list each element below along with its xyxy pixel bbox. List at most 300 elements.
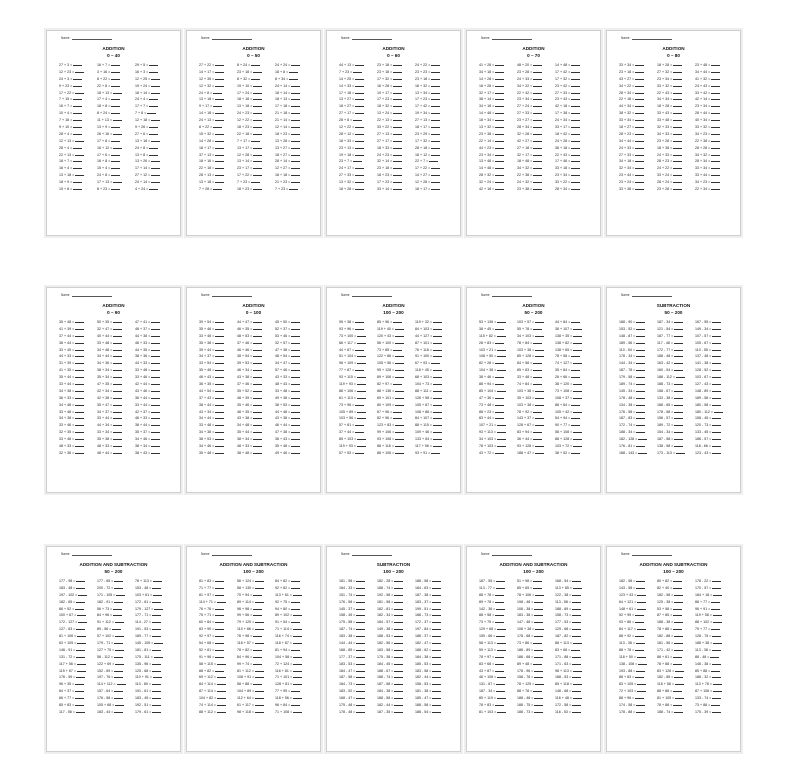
answer-blank <box>152 612 161 616</box>
answer-blank <box>113 347 122 351</box>
problem <box>339 415 375 422</box>
answer-blank <box>253 110 262 114</box>
problem-text: 22 + 14 = <box>479 138 495 143</box>
problem <box>479 443 515 450</box>
problem-text: 34 + 18 = <box>619 159 635 164</box>
problem <box>555 578 591 585</box>
answer-blank <box>215 409 224 413</box>
problem <box>517 702 553 709</box>
problem-text: 89 + 102 = <box>275 613 293 618</box>
answer-blank <box>535 450 544 454</box>
name-field <box>61 293 112 297</box>
answer-blank <box>253 422 262 426</box>
problem-text: 74 + 84 = <box>517 382 533 387</box>
problem-text: 37 + 46 = <box>237 340 253 345</box>
answer-blank <box>535 422 544 426</box>
problem-text: 43 + 38 = <box>275 416 291 421</box>
problem <box>619 695 655 702</box>
answer-blank <box>355 110 364 114</box>
answer-blank <box>432 592 441 596</box>
problem <box>275 688 311 695</box>
answer-blank <box>431 450 440 454</box>
problem-text: 153 - 52 = <box>619 326 636 331</box>
problem <box>415 415 451 422</box>
problem-text: 144 - 44 = <box>339 641 356 646</box>
problem-text: 32 + 24 = <box>479 180 495 185</box>
problem-text: 18 + 17 = <box>415 187 431 192</box>
answer-blank <box>637 688 646 692</box>
answer-blank <box>433 436 442 440</box>
answer-blank <box>73 62 82 66</box>
answer-blank <box>635 172 644 176</box>
problem-text: 88 + 102 = <box>695 620 713 625</box>
answer-blank <box>115 633 124 637</box>
problem-text: 171 - 42 = <box>657 647 674 652</box>
problem <box>135 152 171 159</box>
answer-blank <box>635 633 644 637</box>
answer-blank <box>637 606 646 610</box>
problem-text: 22 + 18 = <box>619 97 635 102</box>
problem <box>339 62 375 69</box>
problem-text: 33 + 34 = <box>619 63 635 67</box>
problem <box>619 76 655 83</box>
answer-blank <box>431 124 440 128</box>
problem <box>377 103 413 110</box>
problem <box>59 388 95 395</box>
problem-text: 178 - 34 = <box>619 354 636 359</box>
problem-text: 24 + 23 = <box>237 111 253 116</box>
problem-text: 24 + 14 = <box>275 83 291 88</box>
problem-text: 171 - 88 = <box>555 654 572 659</box>
answer-blank <box>291 326 300 330</box>
answer-blank <box>353 158 362 162</box>
problem <box>275 83 311 90</box>
answer-blank <box>75 172 84 176</box>
problem <box>555 612 591 619</box>
problem-text: 23 + 34 = <box>479 152 495 157</box>
answer-blank <box>213 186 222 190</box>
answer-blank <box>291 124 300 128</box>
problem-text: 46 + 34 = <box>237 368 253 373</box>
problem-text: 76 + 116 = <box>415 347 432 352</box>
problem <box>135 138 171 145</box>
problem-text: 200 - 72 = <box>97 585 114 590</box>
answer-blank <box>255 695 264 699</box>
problem <box>377 612 413 619</box>
answer-blank <box>495 103 504 107</box>
problem-text: 187 - 34 = <box>657 320 674 324</box>
answer-blank <box>395 340 404 344</box>
problem <box>657 633 693 640</box>
problem <box>199 103 235 110</box>
answer-blank <box>432 661 441 665</box>
answer-blank <box>291 429 300 433</box>
answer-blank <box>673 124 682 128</box>
problem-text: 88 + 94 = <box>479 382 495 387</box>
problem-text: 85 + 118 = <box>555 682 572 687</box>
problem <box>695 145 731 152</box>
problem-text: 18 + 34 = <box>479 118 495 123</box>
answer-blank <box>571 367 580 371</box>
worksheet-range: 50 – 200 <box>664 310 683 315</box>
problem-text: 85 + 104 = <box>479 388 497 393</box>
answer-blank <box>636 360 645 364</box>
answer-blank <box>113 90 122 94</box>
answer-blank <box>291 347 300 351</box>
name-label: Name <box>621 36 630 40</box>
problem <box>135 186 171 193</box>
answer-blank <box>535 319 544 323</box>
answer-blank <box>534 702 543 706</box>
answer-blank <box>495 661 504 665</box>
problem-text: 188 + 38 = <box>695 641 713 646</box>
problem <box>657 695 693 702</box>
problem <box>695 62 731 69</box>
problem <box>415 681 451 688</box>
answer-blank <box>394 688 403 692</box>
answer-blank <box>151 158 160 162</box>
answer-blank <box>495 131 504 135</box>
problem <box>199 688 235 695</box>
problem-text: 81 + 97 = <box>199 592 215 597</box>
problem-text: 159 - 66 = <box>479 634 496 639</box>
problem-text: 13 + 32 = <box>339 180 355 185</box>
answer-blank <box>355 450 364 454</box>
problem <box>339 640 375 647</box>
answer-blank <box>573 436 582 440</box>
problem-text: 8 + 22 = <box>199 125 213 130</box>
answer-blank <box>635 619 644 623</box>
problem-text: 38 + 44 = <box>59 340 75 345</box>
problem-text: 187 - 58 = <box>657 437 674 442</box>
problem <box>97 110 133 117</box>
problem <box>97 347 133 354</box>
problem-text: 103 + 38 = <box>517 347 535 352</box>
problem <box>517 117 553 124</box>
problem <box>555 110 591 117</box>
answer-blank <box>571 158 580 162</box>
answer-blank <box>674 326 683 330</box>
answer-blank <box>215 450 224 454</box>
problem-text: 86 + 52 = <box>59 606 75 611</box>
problem <box>517 633 553 640</box>
answer-blank <box>712 340 721 344</box>
problem <box>275 599 311 606</box>
problem-text: 23 + 44 = <box>619 173 635 178</box>
problem-text: 104 + 38 = <box>479 368 497 373</box>
problem <box>199 436 235 443</box>
worksheet-range: 0 – 90 <box>107 310 120 315</box>
problem-text: 92 + 97 = <box>199 634 215 639</box>
problem <box>479 688 515 695</box>
problem-text: 78 + 88 = <box>657 661 673 666</box>
answer-blank <box>432 681 441 685</box>
answer-blank <box>712 319 721 323</box>
problem <box>517 436 553 443</box>
answer-blank <box>495 702 504 706</box>
problem <box>657 443 693 450</box>
name-label: Name <box>61 36 70 40</box>
problem-text: 87 + 101 = <box>415 340 433 345</box>
problem <box>517 158 553 165</box>
problem-text: 34 + 38 = <box>59 416 75 421</box>
answer-blank <box>253 360 262 364</box>
problem-text: 188 - 75 = <box>517 703 534 708</box>
answer-blank <box>253 606 262 610</box>
problem-text: 107 - 57 = <box>695 333 712 338</box>
problem <box>479 152 515 159</box>
problem-text: 172 - 74 = <box>619 423 636 428</box>
answer-blank <box>114 640 123 644</box>
answer-blank <box>571 124 580 128</box>
answer-blank <box>356 585 365 589</box>
problem-text: 23 + 34 = <box>517 97 533 102</box>
answer-blank <box>673 578 682 582</box>
problem <box>415 688 451 695</box>
problem-text: 18 + 14 = <box>275 90 291 95</box>
problem-text: 27 + 17 = <box>339 111 355 116</box>
answer-blank <box>73 83 82 87</box>
problem-text: 34 + 23 = <box>695 131 711 136</box>
answer-blank <box>253 381 262 385</box>
problem-text: 27 + 33 = <box>339 173 355 178</box>
problem-text: 79 + 120 = <box>237 620 255 625</box>
answer-blank <box>496 688 505 692</box>
worksheet-page <box>186 546 321 752</box>
problem <box>479 333 515 340</box>
answer-blank <box>253 681 262 685</box>
problem <box>415 340 451 347</box>
problem-text: 84 + 103 = <box>415 326 433 331</box>
problem <box>199 422 235 429</box>
answer-blank <box>712 374 721 378</box>
problem-text: 24 + 8 = <box>199 90 213 95</box>
problem <box>339 422 375 429</box>
problem-text: 60 + 84 = <box>199 620 215 625</box>
problem-text: 104 + 73 = <box>415 382 433 387</box>
answer-blank <box>356 578 365 582</box>
problem-text: 24 + 13 = <box>199 118 215 123</box>
problem-text: 28 + 32 = <box>479 173 495 178</box>
problem <box>135 592 171 599</box>
problem <box>135 124 171 131</box>
problem <box>657 612 693 619</box>
answer-blank <box>393 124 402 128</box>
answer-blank <box>496 578 505 582</box>
problem-text: 187 - 83 = <box>619 416 636 421</box>
problem-text: 48 + 33 = <box>59 444 75 449</box>
problem <box>555 429 591 436</box>
problem-text: 55 + 78 = <box>517 326 533 331</box>
problem-text: 112 + 64 = <box>237 696 254 701</box>
problem-text: 18 + 28 = <box>339 187 355 192</box>
problem <box>657 450 693 457</box>
problem <box>339 668 375 675</box>
problem <box>275 606 311 613</box>
problem-text: 103 + 56 = <box>339 416 357 421</box>
problem <box>275 131 311 138</box>
problem-text: 18 + 18 = <box>237 97 253 102</box>
problem <box>199 333 235 340</box>
problem <box>555 186 591 193</box>
problem-text: 33 + 48 = <box>199 423 215 428</box>
answer-blank <box>533 96 542 100</box>
answer-blank <box>712 578 721 582</box>
answer-blank <box>151 395 160 399</box>
problem <box>415 381 451 388</box>
problem <box>199 90 235 97</box>
problem <box>415 333 451 340</box>
problem <box>97 172 133 179</box>
problem-text: 188 - 65 = <box>657 402 674 407</box>
problem <box>415 592 451 599</box>
problem-text: 32 + 34 = <box>619 166 635 171</box>
problem-text: 88 + 58 = <box>479 613 495 618</box>
answer-blank <box>393 131 402 135</box>
answer-blank <box>432 606 441 610</box>
problem <box>59 612 95 619</box>
problem <box>657 90 693 97</box>
problem-text: 16 + 7 = <box>59 104 73 109</box>
answer-blank <box>355 131 364 135</box>
answer-blank <box>495 179 504 183</box>
name-label: Name <box>201 552 210 556</box>
answer-blank <box>355 326 364 330</box>
answer-blank <box>151 117 160 121</box>
answer-blank <box>711 165 720 169</box>
answer-blank <box>151 388 160 392</box>
problem-text: 183 - 37 = <box>415 599 432 604</box>
problem <box>97 633 133 640</box>
problem <box>619 90 655 97</box>
problem <box>657 422 693 429</box>
answer-blank <box>291 436 300 440</box>
answer-blank <box>394 709 403 713</box>
problem <box>199 353 235 360</box>
answer-blank <box>111 62 120 66</box>
problem-text: 188 - 68 = <box>517 654 534 659</box>
answer-blank <box>495 395 504 399</box>
answer-blank <box>534 647 543 651</box>
answer-blank <box>355 83 364 87</box>
problem-text: 34 + 46 = <box>199 444 215 449</box>
answer-blank <box>113 415 122 419</box>
answer-blank <box>215 96 224 100</box>
problem-text: 187 - 55 = <box>479 579 496 583</box>
problem <box>97 612 133 619</box>
answer-blank <box>712 661 721 665</box>
name-field <box>481 293 532 297</box>
problem <box>199 395 235 402</box>
problem-text: 168 - 47 = <box>339 696 356 701</box>
answer-blank <box>111 76 120 80</box>
problem <box>619 319 655 326</box>
problem-text: 33 + 34 = <box>619 118 635 123</box>
answer-blank <box>534 654 543 658</box>
problem <box>59 319 95 326</box>
name-line <box>492 36 532 40</box>
problem-text: 73 + 96 = <box>339 402 355 407</box>
answer-blank <box>291 90 300 94</box>
problem <box>199 647 235 654</box>
problem <box>517 674 553 681</box>
answer-blank <box>712 443 721 447</box>
problem-text: 32 + 57 = <box>275 340 291 345</box>
answer-blank <box>572 626 581 630</box>
problem <box>237 117 273 124</box>
problem-text: 188 - 58 = <box>415 703 432 708</box>
answer-blank <box>114 654 123 658</box>
problem-text: 113 - 58 = <box>555 599 572 604</box>
answer-blank <box>77 633 86 637</box>
problem <box>135 695 171 702</box>
answer-blank <box>255 578 264 582</box>
answer-blank <box>571 69 580 73</box>
problem <box>657 661 693 668</box>
problem <box>339 333 375 340</box>
problem-text: 179 - 127 = <box>135 606 154 611</box>
problem-text: 33 + 34 = <box>695 166 711 171</box>
answer-blank <box>495 172 504 176</box>
answer-blank <box>395 436 404 440</box>
problem <box>377 578 413 585</box>
problem-text: 160 - 54 = <box>657 368 674 373</box>
problem <box>415 138 451 145</box>
answer-blank <box>356 606 365 610</box>
answer-blank <box>293 626 302 630</box>
problem <box>377 179 413 186</box>
answer-blank <box>355 62 364 66</box>
problem <box>619 165 655 172</box>
answer-blank <box>635 96 644 100</box>
answer-blank <box>637 599 646 603</box>
answer-blank <box>253 654 262 658</box>
answer-blank <box>431 179 440 183</box>
answer-blank <box>394 606 403 610</box>
answer-blank <box>356 654 365 658</box>
problem-text: 78 + 113 = <box>135 579 152 583</box>
problem <box>275 381 311 388</box>
problem-text: 176 - 58 = <box>619 409 636 414</box>
problem <box>695 668 731 675</box>
answer-blank <box>433 340 442 344</box>
problem <box>275 76 311 83</box>
problem-text: 109 + 46 = <box>415 430 433 435</box>
problem <box>59 172 95 179</box>
problem-text: 12 + 28 = <box>415 180 431 185</box>
problem-text: 23 + 18 = <box>377 166 393 171</box>
worksheet-range: 100 – 200 <box>383 569 404 574</box>
problem <box>339 172 375 179</box>
answer-blank <box>355 347 364 351</box>
problem-text: 37 + 44 = <box>59 333 75 338</box>
problem-text: 23 + 48 = <box>695 63 711 67</box>
problem <box>619 360 655 367</box>
answer-blank <box>533 360 542 364</box>
problem <box>59 661 95 668</box>
problem <box>517 612 553 619</box>
problem-text: 13 + 48 = <box>479 159 495 164</box>
problem-text: 184 - 33 = <box>339 585 356 590</box>
answer-blank <box>711 117 720 121</box>
problem-text: 83 + 68 = <box>479 661 495 666</box>
problem-text: 199 - 51 = <box>415 606 432 611</box>
answer-blank <box>253 395 262 399</box>
problem-text: 172 - 127 = <box>59 620 78 625</box>
answer-blank <box>253 326 262 330</box>
problem-text: 181 - 81 = <box>135 647 152 652</box>
answer-blank <box>115 702 124 706</box>
